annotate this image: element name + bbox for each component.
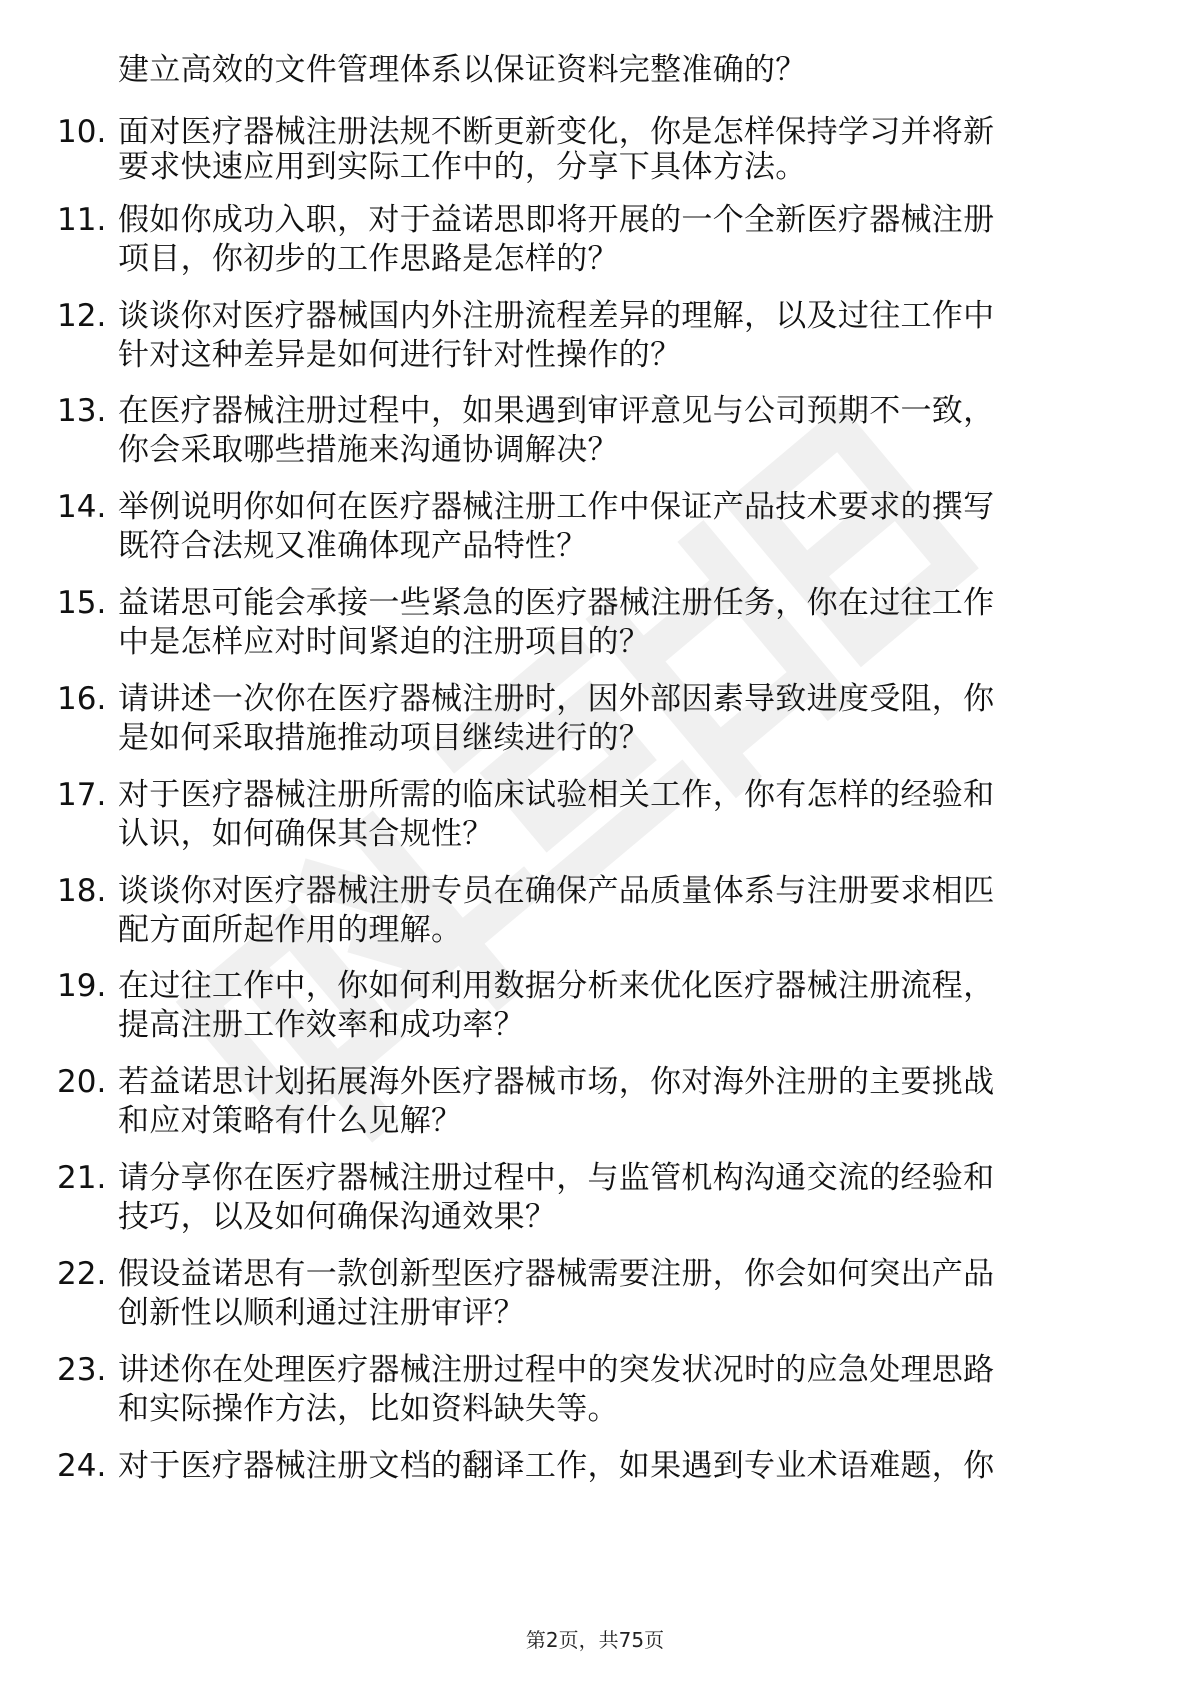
question-number: 23. [57,1352,107,1388]
question-text-line: 面对医疗器械注册法规不断更新变化，你是怎样保持学习并将新 [118,114,995,150]
question-text-line: 要求快速应用到实际工作中的，分享下具体方法。 [118,149,807,185]
question-text-line: 是如何采取措施推动项目继续进行的？ [118,720,651,756]
question-text-line: 谈谈你对医疗器械注册专员在确保产品质量体系与注册要求相匹 [118,873,995,909]
question-text-line: 配方面所起作用的理解。 [118,912,463,948]
question-text-line: 举例说明你如何在医疗器械注册工作中保证产品技术要求的撰写 [118,489,995,525]
question-number: 24. [57,1448,107,1484]
question-text-line: 认识，如何确保其合规性？ [118,816,494,852]
question-text-line: 针对这种差异是如何进行针对性操作的？ [118,337,682,373]
question-text-line: 益诺思可能会承接一些紧急的医疗器械注册任务，你在过往工作 [118,585,995,621]
question-text-line: 对于医疗器械注册文档的翻译工作，如果遇到专业术语难题，你 [118,1448,995,1484]
question-number: 16. [57,681,107,717]
question-text-line: 和实际操作方法，比如资料缺失等。 [118,1391,619,1427]
question-text-line: 在过往工作中，你如何利用数据分析来优化医疗器械注册流程， [118,968,995,1004]
question-9-continuation: 建立高效的文件管理体系以保证资料完整准确的？ [118,52,807,88]
question-text-line: 项目，你初步的工作思路是怎样的？ [118,241,619,277]
question-text-line: 讲述你在处理医疗器械注册过程中的突发状况时的应急处理思路 [118,1352,995,1388]
question-number: 14. [57,489,107,525]
question-text-line: 创新性以顺利通过注册审评？ [118,1295,525,1331]
page-footer: 第2页，共75页 [525,1628,665,1652]
question-text-line: 假如你成功入职，对于益诺思即将开展的一个全新医疗器械注册 [118,202,995,238]
question-text-line: 对于医疗器械注册所需的临床试验相关工作，你有怎样的经验和 [118,777,995,813]
question-number: 20. [57,1064,107,1100]
question-text-line: 请讲述一次你在医疗器械注册时，因外部因素导致进度受阻，你 [118,681,995,717]
question-number: 13. [57,393,107,429]
question-text-line: 你会采取哪些措施来沟通协调解决？ [118,432,619,468]
question-text-line: 在医疗器械注册过程中，如果遇到审评意见与公司预期不一致， [118,393,995,429]
question-text-line: 技巧，以及如何确保沟通效果？ [118,1199,557,1235]
question-text-line: 假设益诺思有一款创新型医疗器械需要注册，你会如何突出产品 [118,1256,995,1292]
question-number: 19. [57,968,107,1004]
question-number: 21. [57,1160,107,1196]
question-number: 10. [57,114,107,150]
question-number: 17. [57,777,107,813]
question-text-line: 和应对策略有什么见解？ [118,1103,463,1139]
question-text-line: 提高注册工作效率和成功率？ [118,1007,525,1043]
question-number: 11. [57,202,107,238]
question-number: 18. [57,873,107,909]
question-text-line: 中是怎样应对时间紧迫的注册项目的？ [118,624,651,660]
question-text-line: 若益诺思计划拓展海外医疗器械市场，你对海外注册的主要挑战 [118,1064,995,1100]
question-text-line: 请分享你在医疗器械注册过程中，与监管机构沟通交流的经验和 [118,1160,995,1196]
question-text-line: 既符合法规又准确体现产品特性？ [118,528,588,564]
question-number: 15. [57,585,107,621]
question-number: 22. [57,1256,107,1292]
question-number: 12. [57,298,107,334]
question-text-line: 谈谈你对医疗器械国内外注册流程差异的理解，以及过往工作中 [118,298,995,334]
